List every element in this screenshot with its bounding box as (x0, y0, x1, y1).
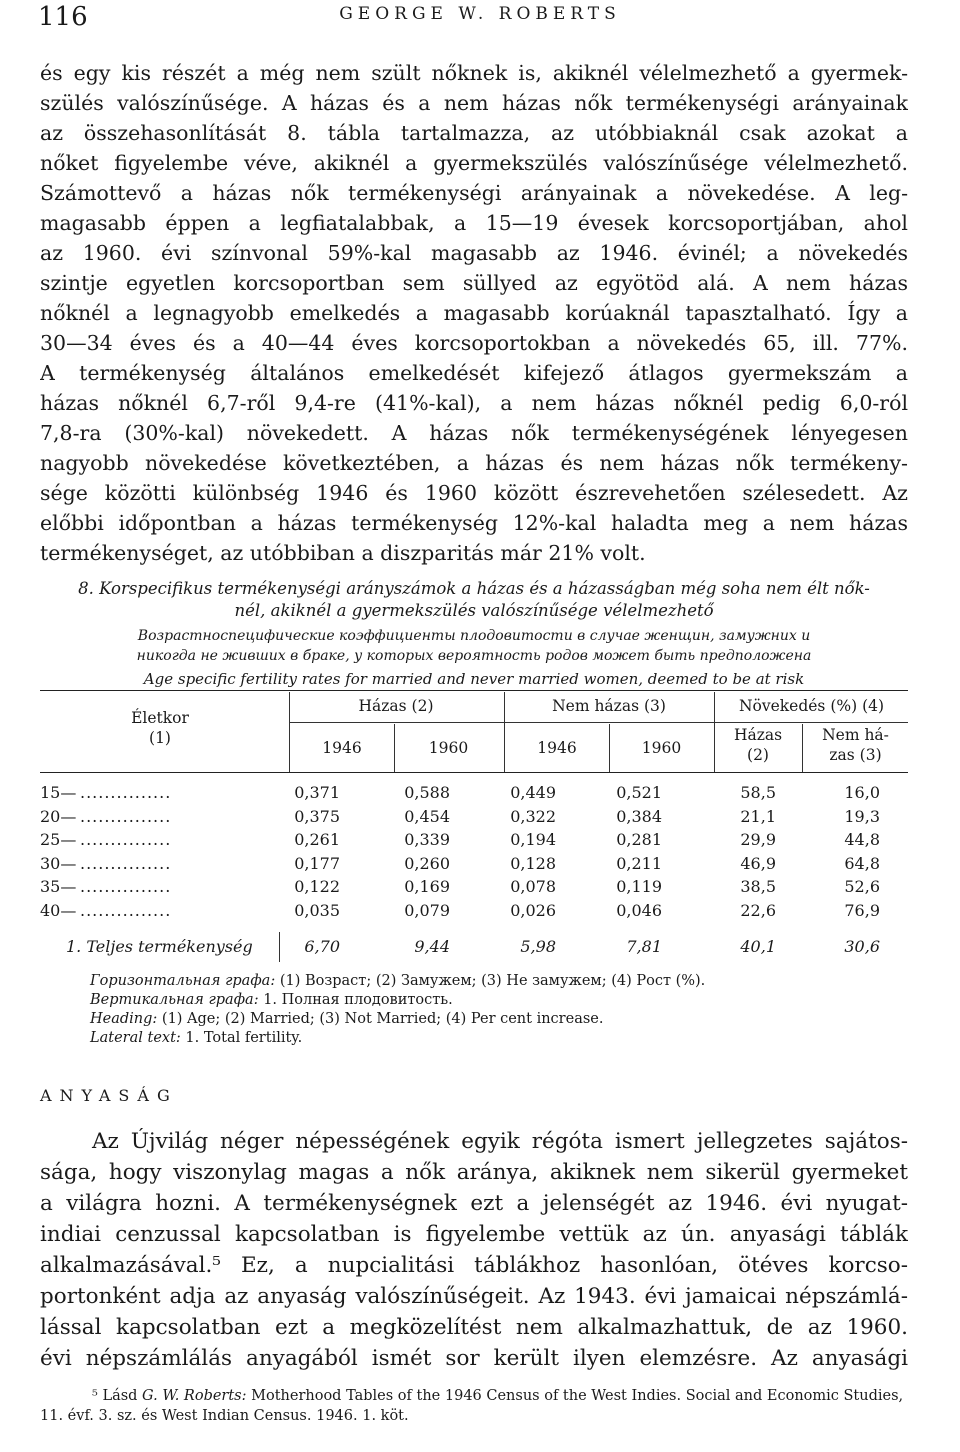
table-row (40, 877, 908, 899)
text-line: az összehasonlítását 8. tábla tartalmazza, az utóbbiaknál csak azokat a (40, 121, 908, 145)
table-total-row (40, 937, 908, 959)
text-line: és egy kis részét a még nem szült nőknek is, akiknél vélelmezhető a gyermek- (40, 61, 908, 85)
header-not-married-1960: 1960 (641, 739, 682, 757)
header-vline (289, 692, 290, 772)
cell-inc-n: 44,8 (844, 830, 880, 849)
cell-n1960: 0,281 (616, 830, 662, 849)
text-line: Számottevő a házas nők termékenységi arányainak a növekedése. A leg- (40, 181, 908, 205)
total-inc-m: 40,1 (740, 937, 776, 956)
text-line: indiai cenzussal kapcsolatban is figyelembe vettük az ún. anyasági táblák (40, 1222, 908, 1247)
text-line: A termékenység általános emelkedését kifejező átlagos gyermekszám a (40, 361, 908, 385)
text-line: az 1960. évi színvonal 59%-kal magasabb az 1946. évinél; a növekedés (40, 241, 908, 265)
cell-m1946: 0,122 (294, 877, 340, 896)
cell-n1946: 0,128 (510, 853, 556, 873)
cell-n1960: 0,384 (616, 806, 662, 826)
leader-dots: ............... (80, 853, 172, 873)
cell-inc-m: 29,9 (740, 830, 776, 849)
text-line: 7,8-ra (30%-kal) növekedett. A házas nők termékenységének lényegesen (40, 421, 908, 445)
cell-m1960: 0,260 (404, 853, 450, 873)
leader-dots: ............... (80, 900, 172, 920)
age-group: 30— (40, 853, 77, 873)
text-line: sága, hogy viszonylag magas a nők aránya, akiknek nem sikerül gyermeket (40, 1160, 908, 1185)
table-row (40, 783, 908, 805)
leader-dots: ............... (80, 877, 172, 896)
header-increase-not-married: Nem há- zas (3) (822, 726, 889, 764)
age-group: 40— (40, 900, 77, 920)
cell-inc-n: 64,8 (844, 853, 880, 873)
header-married-1960: 1960 (428, 739, 469, 757)
cell-m1946: 0,035 (294, 900, 340, 920)
leader-dots: ............... (80, 830, 172, 849)
age-group: 25— (40, 830, 77, 849)
table-top-rule (40, 690, 908, 691)
caption-english: Age specific fertility rates for married and never married women, deemed to be at risk (143, 670, 805, 688)
table-row (40, 830, 908, 852)
section-title: ANYASÁG (40, 1086, 178, 1105)
cell-n1946: 0,449 (510, 783, 556, 802)
cell-n1960: 0,521 (616, 783, 662, 802)
cell-inc-n: 19,3 (844, 806, 880, 826)
page-number: 116 (38, 2, 88, 32)
footnote-prefix: Lásd (102, 1388, 138, 1404)
header-age: Életkor (1) (131, 709, 189, 747)
text-line: termékenységet, az utóbbiban a diszparitás már 21% volt. (40, 541, 646, 565)
total-vline (279, 932, 280, 962)
cell-m1946: 0,375 (294, 806, 340, 826)
note-en-lateral: Lateral text: 1. Total fertility. (90, 1030, 303, 1046)
text-line: portonként adja az anyaság valószínűségeit. Az 1943. évi jamaicai népszámlá- (40, 1284, 908, 1309)
age-group: 20— (40, 806, 77, 826)
cell-inc-n: 52,6 (844, 877, 880, 896)
table-header-rule (40, 772, 908, 773)
body-paragraph-2 (40, 1126, 908, 1374)
running-head: GEORGE W. ROBERTS (339, 4, 621, 24)
total-label: 1. Teljes termékenység (66, 937, 253, 956)
header-vline (504, 692, 505, 772)
cell-inc-m: 21,1 (740, 806, 776, 826)
text-line: alkalmazásával.⁵ Ez, a nupcialitási táblákhoz hasonlóan, ötéves korcso- (40, 1253, 908, 1278)
cell-n1960: 0,119 (616, 877, 662, 896)
note-ru-lateral: Вертикальная графа: 1. Полная плодовитость. (90, 992, 453, 1008)
header-married-1946: 1946 (322, 739, 362, 757)
leader-dots: ............... (80, 806, 172, 826)
note-en-heading: Heading: (1) Age; (2) Married; (3) Not Married; (4) Per cent increase. (90, 1011, 604, 1027)
footnote-marker: ⁵ (92, 1388, 98, 1404)
header-not-married-1946: 1946 (537, 739, 577, 757)
text-line: szintje egyetlen korcsoportban sem süllyed az egyötöd alá. A nem házas (40, 271, 908, 295)
text-line: házas nőknél 6,7-ről 9,4-re (41%-kal), a nem házas nőknél pedig 6,0-ról (40, 391, 908, 415)
table-row (40, 807, 908, 829)
footnote-author: G. W. Roberts: (142, 1388, 247, 1404)
cell-m1960: 0,454 (404, 806, 450, 826)
header-married: Házas (2) (358, 697, 434, 715)
cell-m1960: 0,169 (404, 877, 450, 896)
header-vline (714, 692, 715, 772)
cell-n1960: 0,211 (616, 853, 662, 873)
table-row (40, 901, 908, 923)
cell-m1960: 0,079 (404, 900, 450, 920)
cell-n1946: 0,194 (510, 830, 556, 849)
cell-m1960: 0,588 (404, 783, 450, 802)
header-vline (394, 724, 395, 772)
cell-n1946: 0,026 (510, 900, 556, 920)
age-group: 15— (40, 783, 77, 802)
cell-m1946: 0,261 (294, 830, 340, 849)
cell-m1946: 0,177 (294, 853, 340, 873)
cell-inc-m: 58,5 (740, 783, 776, 802)
note-ru-heading: Горизонтальная графа: (1) Возраст; (2) Замужем; (3) Не замужем; (4) Рост (%). (90, 973, 706, 989)
text-line: nőknél a legnagyobb emelkedés a magasabb korúaknál tapasztalható. Így a (40, 301, 908, 325)
text-line: évi népszámlálás anyagából ismét sor került ilyen elemzésre. Az anyasági (40, 1346, 908, 1371)
header-divider (290, 722, 908, 723)
total-n1946: 5,98 (520, 937, 556, 956)
footnote-text: Motherhood Tables of the 1946 Census of the West Indies. Social and Economic Studies, 11. évf. 3. sz. és West Indian Census. 1946. 1. köt. (40, 1388, 904, 1424)
total-m1960: 9,44 (414, 937, 450, 956)
header-vline (802, 724, 803, 772)
total-inc-n: 30,6 (844, 937, 880, 956)
cell-n1946: 0,078 (510, 877, 556, 896)
text-line: a világra hozni. A termékenységnek ezt a jelenségét az 1946. évi nyugat- (40, 1191, 908, 1216)
text-line: lással kapcsolatban ezt a megközelítést nem alkalmazhattuk, de az 1960. (40, 1315, 908, 1340)
footnote (40, 1386, 908, 1426)
text-line: sége közötti különbség 1946 és 1960 között észrevehetően szélesedett. Az (40, 481, 908, 505)
cell-n1946: 0,322 (510, 806, 556, 826)
body-paragraph-1 (40, 58, 908, 568)
total-n1960: 7,81 (626, 937, 662, 956)
cell-inc-m: 38,5 (740, 877, 776, 896)
text-line: 30—34 éves és a 40—44 éves korcsoportokban a növekedés 65, ill. 77%. (40, 331, 908, 355)
text-line: nagyobb növekedése következtében, a házas és nem házas nők termékeny- (40, 451, 908, 475)
text-line: Az Újvilág néger népességének egyik régóta ismert jellegzetes sajátos- (92, 1129, 908, 1154)
caption-russian: Возрастноспецифические коэффициенты плодовитости в случае женщин, замужних и никогда не живших в браке, у которых вероятность родов может быть предположена (136, 628, 812, 664)
table-caption (40, 578, 908, 690)
leader-dots: ............... (80, 783, 172, 802)
total-m1946: 6,70 (304, 937, 340, 956)
text-line: szülés valószínűsége. A házas és a nem házas nők termékenységi arányainak (40, 91, 908, 115)
header-vline (609, 724, 610, 772)
cell-n1960: 0,046 (616, 900, 662, 920)
cell-inc-m: 46,9 (740, 853, 776, 873)
header-not-married: Nem házas (3) (552, 697, 666, 715)
table-notes (90, 972, 910, 1048)
header-increase: Növekedés (%) (4) (738, 697, 885, 715)
table-row (40, 854, 908, 876)
cell-inc-n: 76,9 (844, 900, 880, 920)
text-line: nőket figyelembe véve, akiknél a gyermekszülés valószínűsége vélelmezhető. (40, 151, 908, 175)
cell-m1946: 0,371 (294, 783, 340, 802)
cell-inc-n: 16,0 (844, 783, 880, 802)
caption-hungarian: 8. Korspecifikus termékenységi arányszámok a házas és a házasságban még soha nem élt nők- nél, akiknél a gyermekszülés valószínűsége vélelmezhető (78, 579, 870, 620)
cell-inc-m: 22,6 (740, 900, 776, 920)
text-line: magasabb éppen a legfiatalabbak, a 15—19 évesek korcsoportjában, ahol (40, 211, 908, 235)
cell-m1960: 0,339 (404, 830, 450, 849)
age-group: 35— (40, 877, 77, 896)
header-increase-married: Házas (2) (733, 726, 783, 764)
text-line: előbbi időpontban a házas termékenység 12%-kal haladta meg a nem házas (40, 511, 908, 535)
